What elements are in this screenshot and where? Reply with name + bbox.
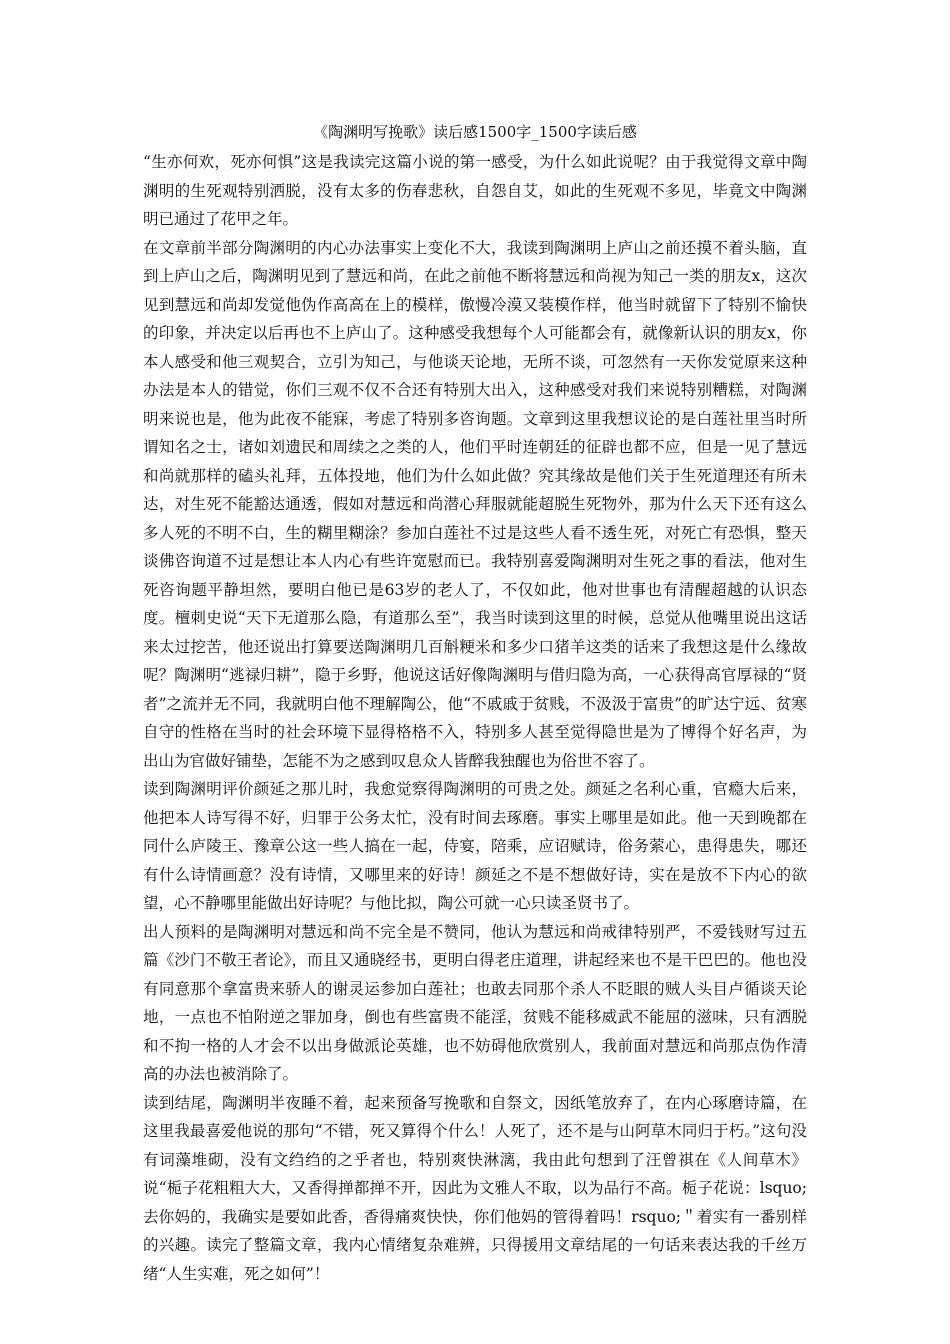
- paragraph-2: 在文章前半部分陶渊明的内心办法事实上变化不大，我读到陶渊明上庐山之前还摸不着头脑，直到上庐山之后，陶渊明见到了慧远和尚，在此之前他不断将慧远和尚视为知己一类的朋友x，这次见到慧远和尚却发觉他伪作高高在上的模样，傲慢冷漠又装模作样，他当时就留下了特别不愉快的印象，并决定以后再也不上庐山了。这种感受我想每个人可能都会有，就像新认识的朋友x，你本人感受和他三观契合，立引为知己，与他谈天论地，无所不谈，可忽然有一天你发觉原来这种办法是本人的错觉，你们三观不仅不合还有特别大出入，这种感受对我们来说特别糟糕，对陶渊明来说也是，他为此夜不能寐，考虑了特别多咨询题。文章到这里我想议论的是白莲社里当时所谓知名之士，诸如刘遗民和周续之之类的人，他们平时连朝廷的征辟也都不应，但是一见了慧远和尚就那样的磕头礼拜，五体投地，他们为什么如此做？究其缘故是他们关于生死道理还有所未达，对生死不能豁达通透，假如对慧远和尚潜心拜服就能超脱生死物外，那为什么天下还有这么多人死的不明不白，生的糊里糊涂？参加白莲社不过是这些人看不透生死，对死亡有恐惧，整天谈佛咨询道不过是想让本人内心有些许宽慰而已。我特别喜爱陶渊明对生死之事的看法，他对生死咨询题平静坦然，要明白他已是63岁的老人了，不仅如此，他对世事也有清醒超越的认识态度。檀刺史说“天下无道那么隐，有道那么至”，我当时读到这里的时候，总觉从他嘴里说出这话来太过挖苦，他还说出打算要送陶渊明几百斛粳米和多少口猪羊这类的话来了我想这是什么缘故呢？陶渊明“逃禄归耕”，隐于乡野，他说这话好像陶渊明与借归隐为高，一心获得高官厚禄的“贤者”之流并无不同，我就明白他不理解陶公，他“不戚戚于贫贱，不汲汲于富贵”的旷达宁远、贫寒自守的性格在当时的社会环境下显得格格不入，特别多人甚至觉得隐世是为了博得个好名声，为出山为官做好铺垫，怎能不为之感到叹息众人皆醉我独醒也为俗世不容了。: [143, 238, 807, 770]
- document-title: 《陶渊明写挽歌》读后感1500字_1500字读后感: [313, 123, 637, 141]
- paragraph-1: “生亦何欢，死亦何惧”这是我读完这篇小说的第一感受，为什么如此说呢？由于我觉得文章中陶渊明的生死观特别洒脱，没有太多的伤春悲秋，自怨自艾，如此的生死观不多见，毕竟文中陶渊明已通过了花甲之年。: [143, 153, 807, 228]
- paragraph-5: 读到结尾，陶渊明半夜睡不着，起来预备写挽歌和自祭文，因纸笔放弃了，在内心琢磨诗篇，在这里我最喜爱他说的那句“不错，死又算得个什么！人死了，还不是与山阿草木同归于朽。”这句没有词藻堆砌，没有文绉绉的之乎者也，特别爽快淋漓，我由此句想到了汪曾祺在《人间草木》说“栀子花粗粗大大，又香得掸都掸不开，因此为文雅人不取，以为品行不高。栀子花说：lsquo;去你妈的，我确实是要如此香，香得痛爽快快，你们他妈的管得着吗！rsquo;＂着实有一番别样的兴趣。读完了整篇文章，我内心情绪复杂难辨，只得援用文章结尾的一句话来表达我的千丝万绪“人生实难，死之如何”！: [143, 1093, 807, 1283]
- paragraph-3: 读到陶渊明评价颜延之那儿时，我愈觉察得陶渊明的可贵之处。颜延之名利心重，官瘾大后来，他把本人诗写得不好，归罪于公务太忙，没有时间去琢磨。事实上哪里是如此。他一天到晚都在同什么庐陵王、豫章公这一些人搞在一起，侍宴，陪乘，应诏赋诗，俗务萦心，患得患失，哪还有什么诗情画意？没有诗情，又哪里来的好诗！颜延之不是不想做好诗，实在是放不下内心的欲望，心不静哪里能做出好诗呢？与他比拟，陶公可就一心只读圣贤书了。: [143, 780, 807, 912]
- paragraph-4: 出人预料的是陶渊明对慧远和尚不完全是不赞同，他认为慧远和尚戒律特别严，不爱钱财写过五篇《沙门不敬王者论》，而且又通晓经书，更明白得老庄道理，讲起经来也不是干巴巴的。他也没有同意那个拿富贵来骄人的谢灵运参加白莲社；也敢去同那个杀人不眨眼的贼人头目卢循谈天论地，一点也不怕附逆之罪加身，倒也有些富贵不能淫，贫贱不能移威武不能屈的滋味，只有洒脱和不拘一格的人才会不以出身做派论英雄，也不妨碍他欣赏别人，我前面对慧远和尚那点伪作清高的办法也被消除了。: [143, 922, 807, 1083]
- document-page: [143, 120, 807, 1288]
